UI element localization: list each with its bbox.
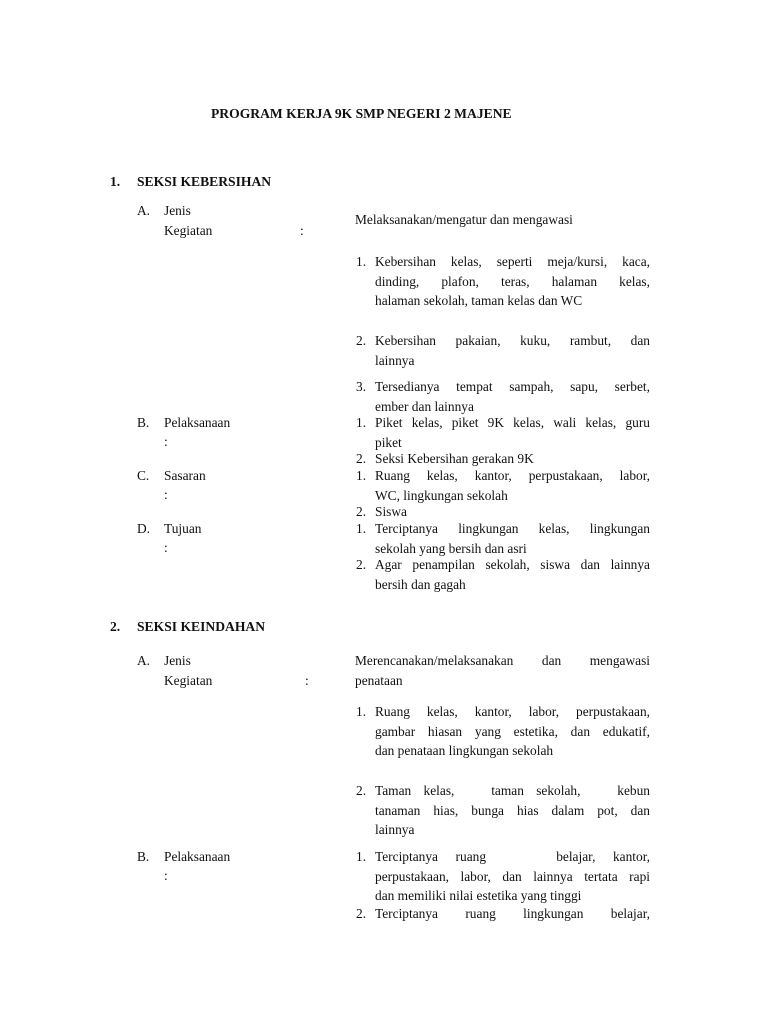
row-letter: D. bbox=[137, 521, 151, 536]
list-line: Siswa bbox=[375, 504, 407, 519]
row-letter: B. bbox=[137, 849, 150, 864]
row-label: Sasaran bbox=[164, 468, 206, 483]
list-line: Taman kelas, taman sekolah, kebun bbox=[375, 783, 650, 798]
section-number: 1. bbox=[110, 174, 121, 189]
section-heading: SEKSI KEINDAHAN bbox=[137, 619, 266, 634]
list-line: dan memiliki nilai estetika yang tinggi bbox=[375, 888, 582, 903]
list-line: tanaman hias, bunga hias dalam pot, dan bbox=[375, 802, 650, 818]
list-number: 2. bbox=[356, 906, 367, 921]
list-line: Ruang kelas, kantor, labor, perpustakaan, bbox=[375, 704, 650, 719]
list-line: lainnya bbox=[375, 822, 415, 837]
document-title: PROGRAM KERJA 9K SMP NEGERI 2 MAJENE bbox=[211, 106, 512, 121]
list-line: Terciptanya ruang lingkungan belajar, bbox=[375, 906, 650, 921]
row-letter: A. bbox=[137, 653, 151, 668]
row-label: Pelaksanaan bbox=[164, 415, 231, 430]
row-colon: : bbox=[164, 434, 168, 449]
row-colon: : bbox=[164, 868, 168, 883]
row-colon: : bbox=[300, 223, 304, 238]
intro-line: penataan bbox=[355, 672, 403, 688]
list-number: 1. bbox=[356, 849, 367, 864]
list-line: Piket kelas, piket 9K kelas, wali kelas, guru bbox=[375, 415, 650, 430]
list-number: 2. bbox=[356, 333, 367, 348]
row-intro bbox=[355, 651, 650, 690]
list-number: 1. bbox=[356, 254, 367, 269]
list-line: Kebersihan pakaian, kuku, rambut, dan bbox=[375, 333, 650, 348]
section-number: 2. bbox=[110, 619, 121, 634]
row-label: Kegiatan bbox=[164, 673, 213, 688]
row-colon: : bbox=[164, 487, 168, 502]
list-line: Terciptanya ruang belajar, kantor, bbox=[375, 849, 650, 864]
list-line: ember dan lainnya bbox=[375, 398, 474, 414]
row-label: Pelaksanaan bbox=[164, 849, 231, 864]
list-line: piket bbox=[375, 434, 402, 450]
list-line: Terciptanya lingkungan kelas, lingkungan bbox=[375, 521, 650, 536]
list-number: 1. bbox=[356, 468, 367, 483]
list-line: bersih dan gagah bbox=[375, 576, 466, 592]
list-number: 2. bbox=[356, 783, 367, 798]
list-line: Kebersihan kelas, seperti meja/kursi, kaca, bbox=[375, 254, 650, 269]
list-line: Seksi Kebersihan gerakan 9K bbox=[375, 451, 534, 466]
list-line: lainnya bbox=[375, 352, 415, 368]
list-number: 1. bbox=[356, 415, 367, 430]
list-line: sekolah yang bersih dan asri bbox=[375, 540, 527, 556]
list-line: WC, lingkungan sekolah bbox=[375, 487, 508, 503]
row-colon: : bbox=[164, 540, 168, 555]
list-number: 1. bbox=[356, 521, 367, 536]
row-letter: C. bbox=[137, 468, 150, 483]
list-line: dan penataan lingkungan sekolah bbox=[375, 743, 554, 758]
row-label: Jenis bbox=[164, 653, 191, 668]
list-line: Agar penampilan sekolah, siswa dan lainnya bbox=[375, 557, 650, 572]
section-heading: SEKSI KEBERSIHAN bbox=[137, 174, 272, 189]
intro-line: Merencanakan/melaksanakan dan mengawasi bbox=[355, 653, 650, 668]
row-label: Kegiatan bbox=[164, 223, 213, 238]
list-number: 2. bbox=[356, 504, 367, 519]
list-number: 1. bbox=[356, 704, 367, 719]
list-line: perpustakaan, labor, dan lainnya tertata rapi bbox=[375, 868, 650, 884]
list-line: gambar hiasan yang estetika, dan edukatif, bbox=[375, 723, 650, 739]
list-number: 2. bbox=[356, 451, 367, 466]
row-colon: : bbox=[305, 673, 309, 688]
row-letter: A. bbox=[137, 203, 151, 218]
list-line: Ruang kelas, kantor, perpustakaan, labor, bbox=[375, 468, 650, 483]
list-line: Tersedianya tempat sampah, sapu, serbet, bbox=[375, 379, 650, 394]
row-label: Jenis bbox=[164, 203, 191, 218]
list-number: 3. bbox=[356, 379, 367, 394]
row-intro: Melaksanakan/mengatur dan mengawasi bbox=[355, 212, 573, 227]
row-label: Tujuan bbox=[164, 521, 202, 536]
list-number: 2. bbox=[356, 557, 367, 572]
row-letter: B. bbox=[137, 415, 150, 430]
list-line: dinding, plafon, teras, halaman kelas, bbox=[375, 273, 650, 289]
list-line: halaman sekolah, taman kelas dan WC bbox=[375, 293, 583, 308]
